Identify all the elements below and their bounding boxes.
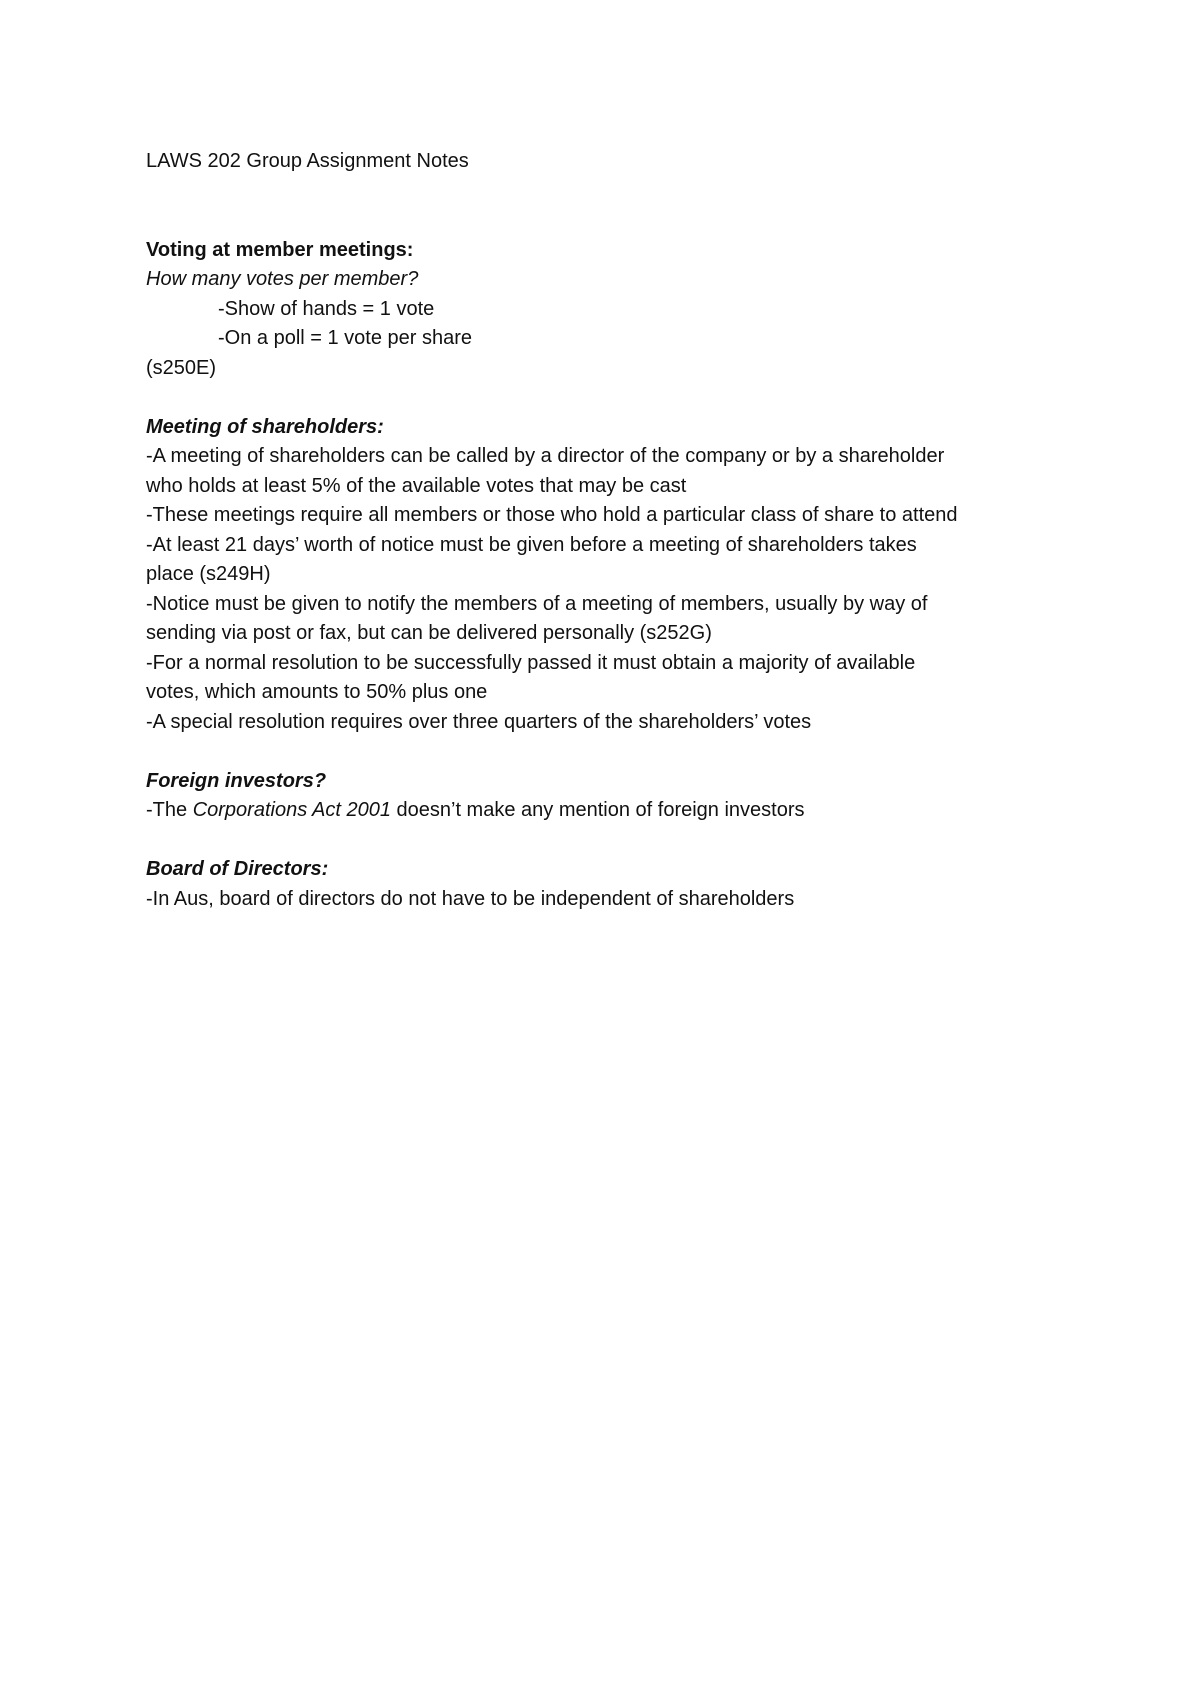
meeting-line: -These meetings require all members or those who hold a particular class of share to attend [146, 504, 958, 526]
board-line: -In Aus, board of directors do not have to be independent of shareholders [146, 887, 795, 910]
document-title: LAWS 202 Group Assignment Notes [146, 150, 469, 172]
foreign-line-prefix: -The [146, 799, 193, 821]
meeting-heading: Meeting of shareholders: [146, 415, 384, 438]
spacer [146, 826, 1076, 856]
meeting-line: -A special resolution requires over three quarters of the shareholders’ votes [146, 710, 812, 733]
meeting-line: -At least 21 days’ worth of notice must be given before a meeting of shareholders takes [146, 533, 917, 556]
meeting-line: -For a normal resolution to be successfully passed it must obtain a majority of available [146, 651, 916, 674]
spacer [146, 737, 1076, 767]
voting-reference: (s250E) [146, 356, 217, 379]
voting-heading: Voting at member meetings: [146, 238, 414, 261]
voting-question: How many votes per member? [146, 268, 419, 290]
voting-item-poll: -On a poll = 1 vote per share [218, 327, 473, 349]
meeting-line: who holds at least 5% of the available votes that may be cast [146, 474, 687, 497]
voting-item-show-of-hands: -Show of hands = 1 vote [218, 297, 435, 320]
foreign-line [146, 796, 1076, 826]
foreign-line-suffix: doesn’t make any mention of foreign investors [390, 799, 805, 821]
meeting-line: votes, which amounts to 50% plus one [146, 681, 488, 703]
board-heading: Board of Directors: [146, 858, 329, 880]
document-body [146, 147, 1076, 914]
foreign-heading: Foreign investors? [146, 769, 327, 792]
meeting-line: -A meeting of shareholders can be called by a director of the company or by a shareholder [146, 445, 945, 467]
meeting-line: -Notice must be given to notify the members of a meeting of members, usually by way of [146, 592, 928, 615]
spacer [146, 383, 1076, 413]
meeting-line: place (s249H) [146, 563, 271, 585]
act-citation: Corporations Act 2001 [192, 799, 391, 821]
meeting-line: sending via post or fax, but can be delivered personally (s252G) [146, 622, 712, 644]
